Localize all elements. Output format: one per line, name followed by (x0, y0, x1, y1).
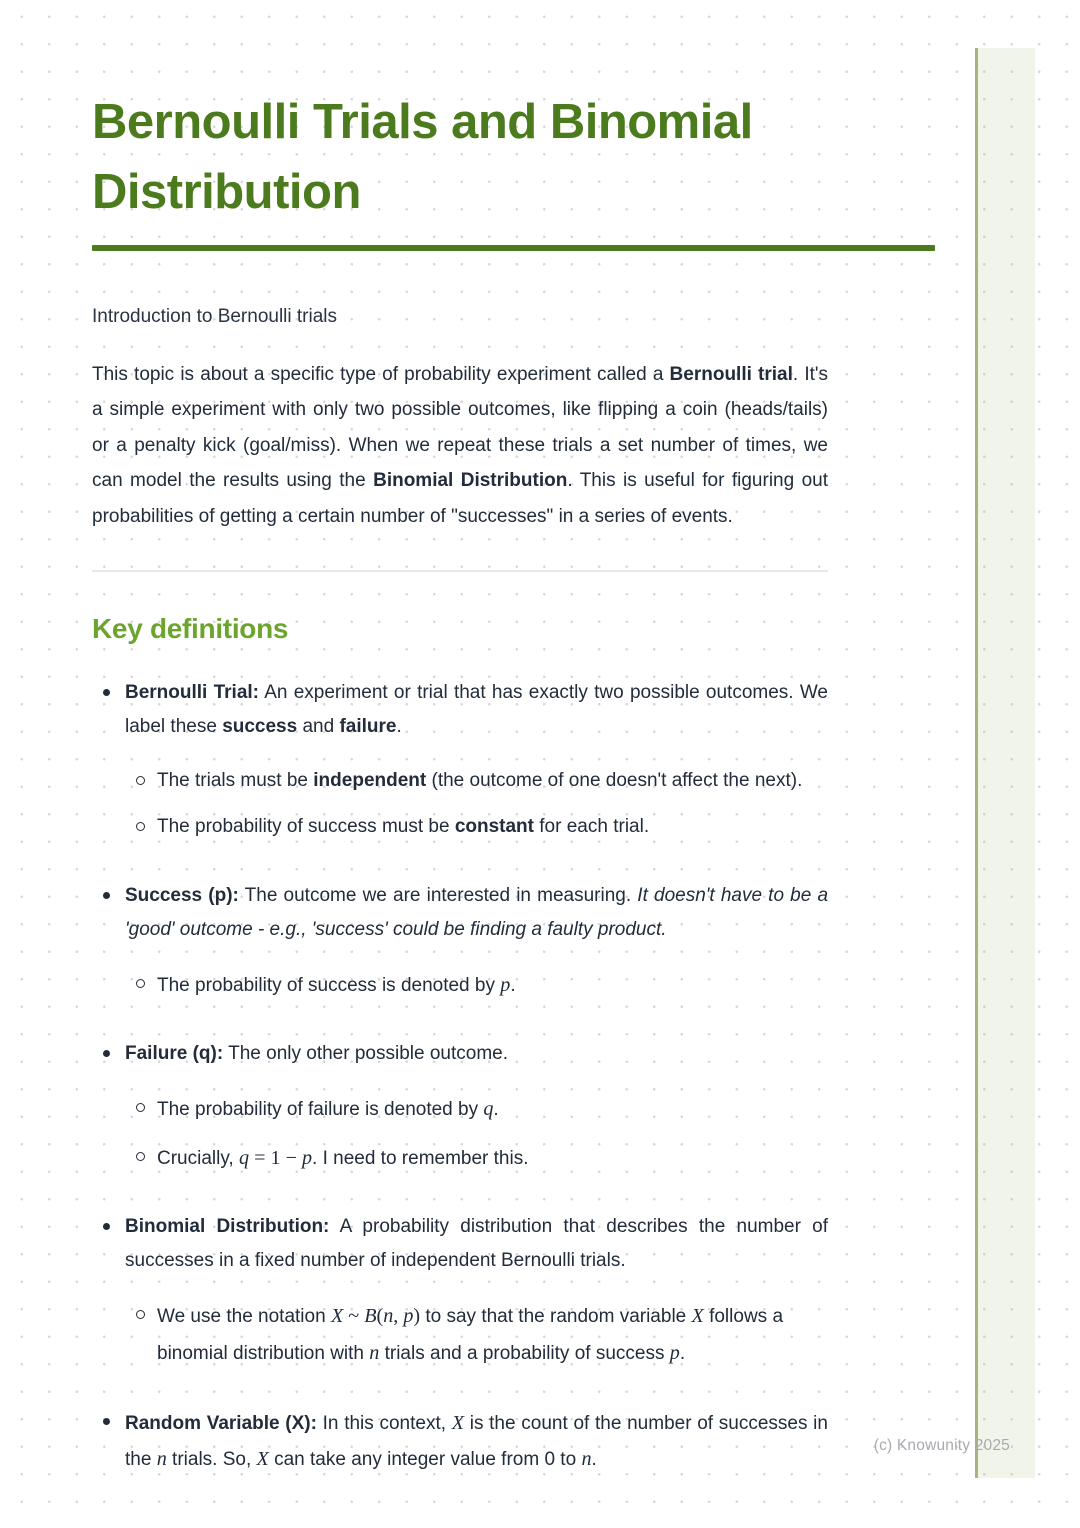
bullet-dot-icon (103, 1418, 110, 1425)
bullet-item-text: Random Variable (X): In this context, X is the count of the number of successes in the n trials. So, X can take any integer value from 0 to n. (125, 1411, 828, 1471)
sub-bullet-item-text: The trials must be independent (the outcome of one doesn't affect the next). (157, 770, 803, 792)
sub-bullet-item-text: Crucially, q = 1 − p. I need to remember this. (157, 1146, 529, 1169)
bullet-item-row (92, 676, 828, 744)
key-definitions-list (92, 676, 828, 1477)
bullet-dot-icon (103, 1050, 110, 1057)
copyright-notice: (c) Knowunity 2025 (873, 1437, 1010, 1454)
sub-bullet-item (92, 967, 828, 1003)
bullet-item-row (92, 879, 828, 947)
sub-bullet-item (92, 764, 828, 798)
bullet-circle-icon (136, 1310, 145, 1319)
page-edge-band (975, 48, 1035, 1478)
sub-bullet-item-text: The probability of success is denoted by p. (157, 974, 516, 996)
sub-bullet-list (92, 764, 828, 844)
key-definitions-heading: Key definitions (92, 613, 289, 645)
sub-bullet-item-text: The probability of success must be constant for each trial. (157, 816, 650, 838)
sub-bullet-item-text: The probability of failure is denoted by q. (157, 1098, 499, 1121)
bullet-circle-icon (136, 1103, 145, 1112)
intro-paragraph: This topic is about a specific type of probability experiment called a Bernoulli trial. It's a simple experiment with only two possible outcomes, like flipping a coin (heads/tails) or a penalty kick (goal/miss). When we repeat these trials a set number of times, we can model the results using the Binomial Distribution. This is useful for figuring out probabilities of getting a certain number of "successes" in a series of events. (92, 363, 829, 527)
sub-bullet-item (92, 1091, 828, 1127)
page-title: Bernoulli Trials and Binomial Distribution (92, 95, 753, 219)
bullet-item-row (92, 1037, 828, 1071)
bullet-item-row (92, 1210, 828, 1278)
sub-bullet-item (92, 1298, 828, 1371)
page-content (92, 88, 828, 1477)
intro-kicker: Introduction to Bernoulli trials (92, 306, 338, 328)
bullet-item (92, 676, 828, 845)
bullet-item (92, 1037, 828, 1176)
bullet-dot-icon (103, 1223, 110, 1230)
bullet-item (92, 1210, 828, 1371)
bullet-item-row (92, 1405, 828, 1478)
sub-bullet-list (92, 1298, 828, 1371)
bullet-circle-icon (136, 822, 145, 831)
bullet-dot-icon (103, 689, 110, 696)
bullet-circle-icon (136, 1152, 145, 1161)
bullet-dot-icon (103, 892, 110, 899)
sub-bullet-item-text: We use the notation X ~ B(n, p) to say that the random variable X follows a binomial distribution with n trials and a probability of success p. (157, 1305, 784, 1364)
section-divider (92, 570, 828, 572)
bullet-circle-icon (136, 776, 145, 785)
title-underline-rule (92, 245, 935, 251)
bullet-item-text: Bernoulli Trial: An experiment or trial that has exactly two possible outcomes. We label these success and failure. (125, 681, 828, 738)
bullet-item-text: Binomial Distribution: A probability distribution that describes the number of successes in a fixed number of independent Bernoulli trials. (125, 1215, 828, 1272)
bullet-item (92, 879, 828, 1004)
sub-bullet-list (92, 967, 828, 1003)
bullet-circle-icon (136, 979, 145, 988)
bullet-item-text: Success (p): The outcome we are interested in measuring. It doesn't have to be a 'good' outcome - e.g., 'success' could be finding a faulty product. (125, 884, 829, 940)
sub-bullet-list (92, 1091, 828, 1176)
sub-bullet-item (92, 810, 828, 844)
bullet-item (92, 1405, 828, 1478)
sub-bullet-item (92, 1140, 828, 1176)
bullet-item-text: Failure (q): The only other possible outcome. (125, 1043, 508, 1065)
